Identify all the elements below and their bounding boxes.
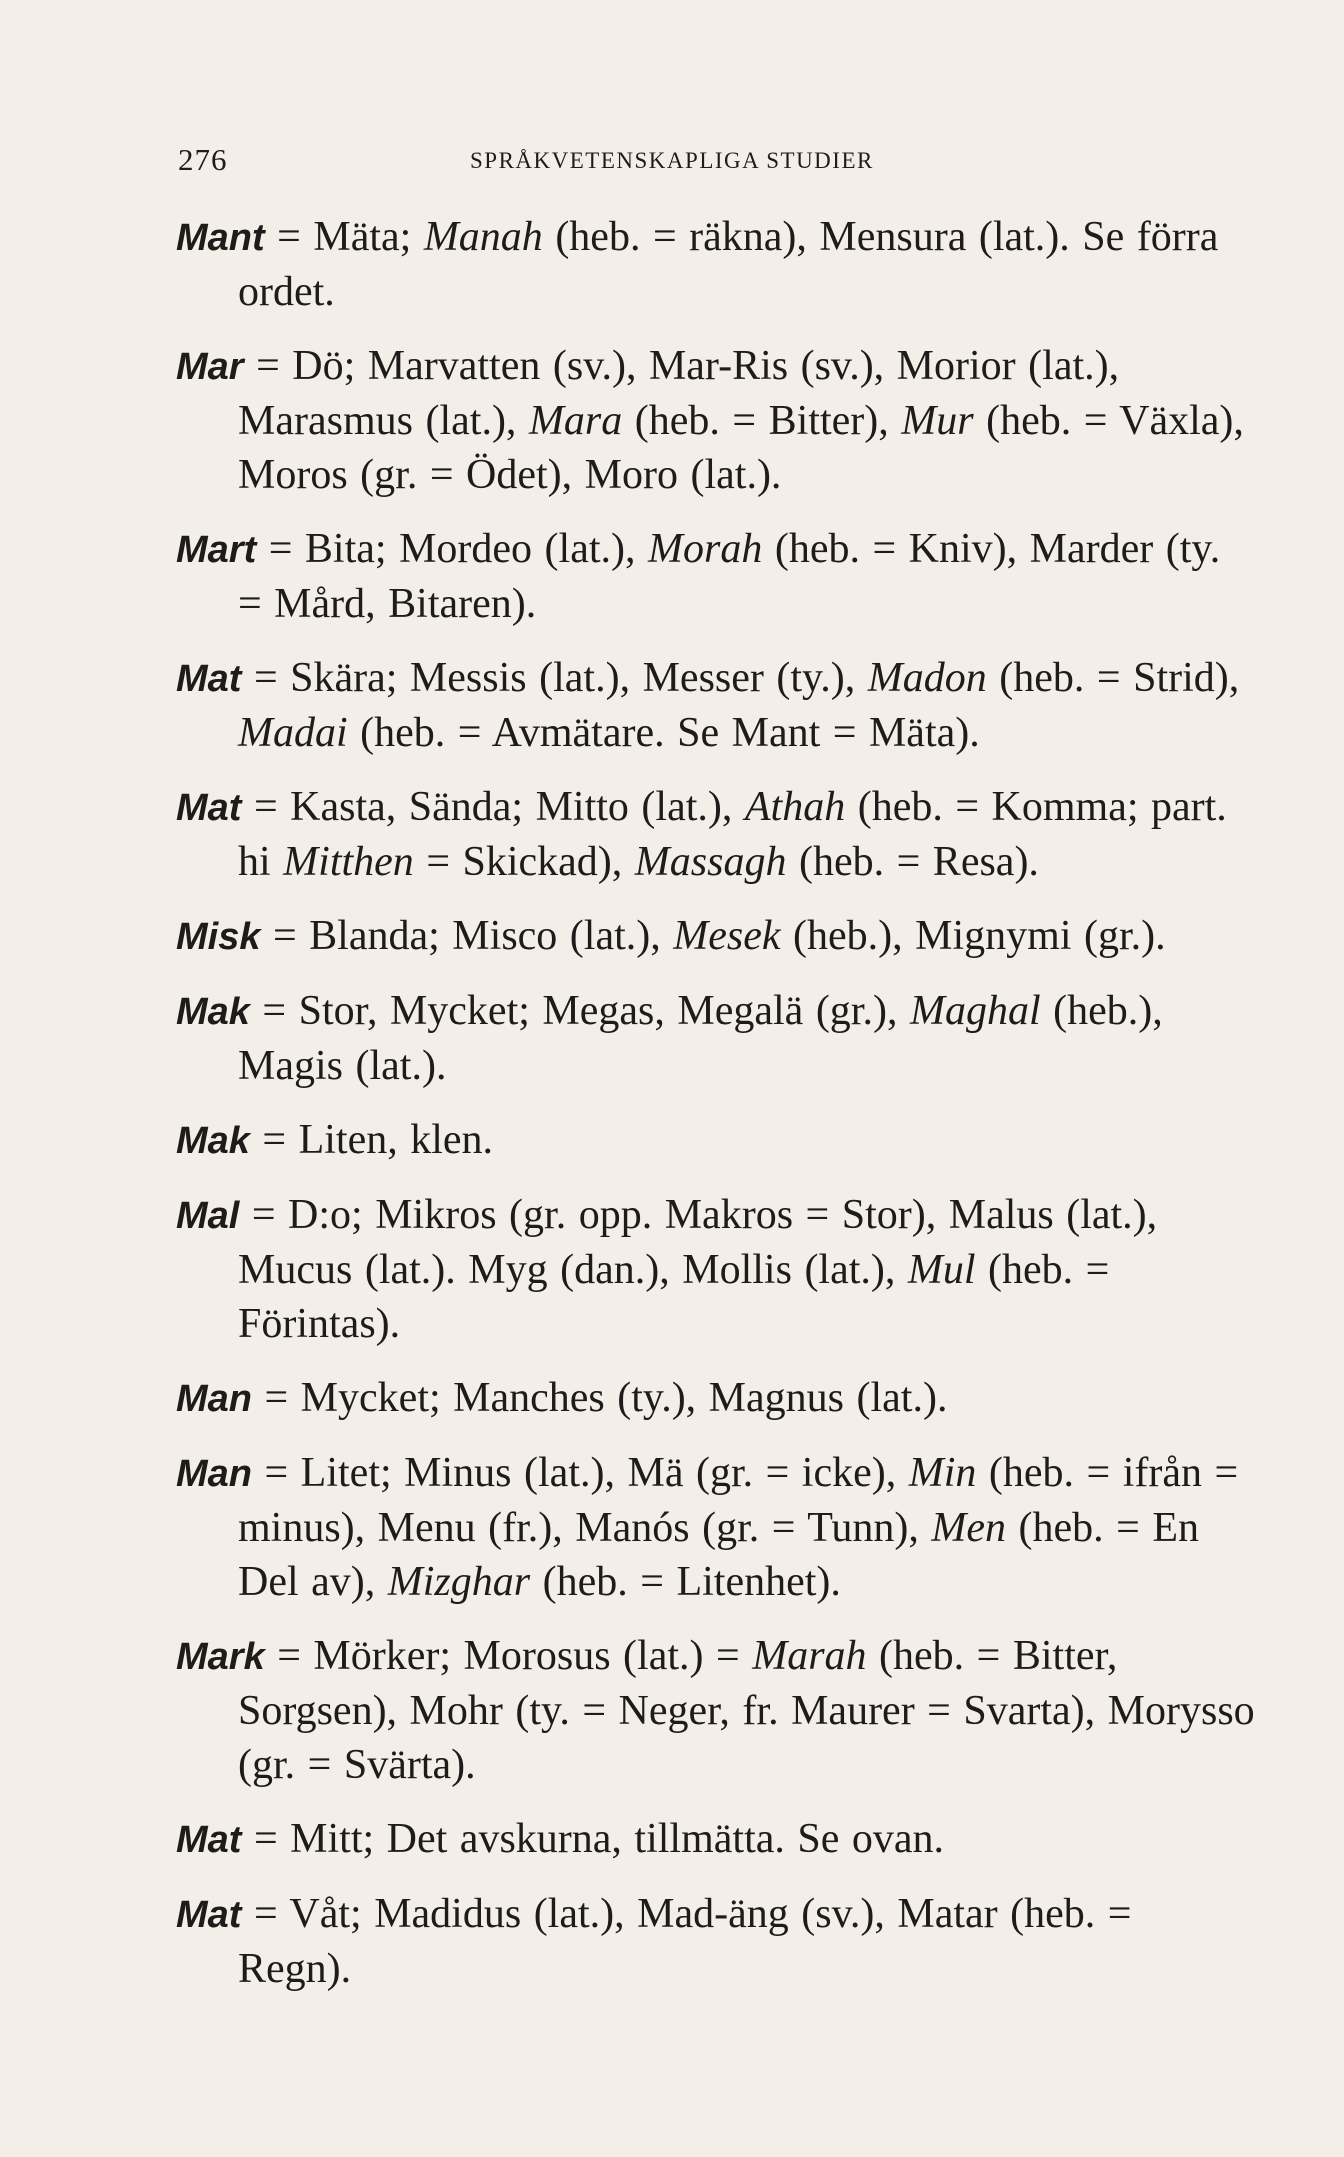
dictionary-entry xyxy=(176,1113,1256,1168)
entry-hebrew-term: Massagh xyxy=(634,839,787,885)
dictionary-entry xyxy=(176,210,1256,319)
entry-hebrew-term: Mizghar xyxy=(387,1559,531,1605)
entry-text: (heb. = Litenhet). xyxy=(530,1559,841,1605)
entry-text: (heb. = Förintas). xyxy=(238,1247,1110,1347)
running-title: SPRÅKVETENSKAPLIGA STUDIER xyxy=(470,148,874,173)
entry-headword: Mat xyxy=(176,1819,242,1861)
entry-hebrew-term: Madai xyxy=(238,710,348,756)
entry-text: = Skära; Messis (lat.), Messer (ty.), xyxy=(241,655,868,701)
entry-text: (heb. = Växla), Moros (gr. = Ödet), Moro (lat.). xyxy=(238,398,1244,498)
dictionary-entry xyxy=(176,1446,1256,1609)
entry-text: (heb. = Strid), xyxy=(986,655,1240,701)
entry-text: = Bita; Mordeo (lat.), xyxy=(256,526,649,572)
page-number: 276 xyxy=(178,142,228,177)
entry-headword: Mak xyxy=(176,1120,250,1162)
entry-hebrew-term: Morah xyxy=(648,526,763,572)
entry-hebrew-term: Mara xyxy=(528,398,623,444)
dictionary-entry xyxy=(176,1371,1256,1426)
entry-text: = Mycket; Manches (ty.), Magnus (lat.). xyxy=(252,1375,948,1421)
entry-text: (heb. = Resa). xyxy=(786,839,1039,885)
entry-headword: Mat xyxy=(176,1894,242,1936)
entry-hebrew-term: Madon xyxy=(867,655,987,701)
entry-text: (heb.), Magis (lat.). xyxy=(238,988,1163,1089)
entry-text: (heb. = En Del av), xyxy=(238,1505,1199,1605)
dictionary-entry xyxy=(176,651,1256,760)
entry-headword: Mat xyxy=(176,787,242,829)
page-header xyxy=(0,142,1344,182)
entry-text: (heb. = Kniv), Marder (ty. = Mård, Bitaren). xyxy=(238,526,1221,627)
entry-text: = D:o; Mikros (gr. opp. Makros = Stor), Malus (lat.), Mucus (lat.). Myg (dan.), Mollis (lat.), xyxy=(238,1192,1158,1293)
entry-headword: Mal xyxy=(176,1195,240,1237)
dictionary-entry xyxy=(176,780,1256,889)
entry-headword: Mark xyxy=(176,1636,265,1678)
entry-text: = Våt; Madidus (lat.), Mad-äng (sv.), Matar (heb. = Regn). xyxy=(238,1891,1132,1992)
dictionary-entry xyxy=(176,909,1256,964)
entry-hebrew-term: Athah xyxy=(744,784,846,830)
entry-hebrew-term: Min xyxy=(908,1450,977,1496)
dictionary-entry xyxy=(176,339,1256,502)
entry-text: = Kasta, Sända; Mitto (lat.), xyxy=(241,784,745,830)
dictionary-entry xyxy=(176,1188,1256,1351)
entry-text: = Mörker; Morosus (lat.) = xyxy=(264,1633,753,1679)
entry-hebrew-term: Mur xyxy=(901,398,974,444)
entry-headword: Mart xyxy=(176,529,257,571)
dictionary-entry xyxy=(176,1812,1256,1867)
entry-headword: Mar xyxy=(176,346,244,388)
entry-text: = Dö; Marvatten (sv.), Mar-Ris (sv.), Morior (lat.), Marasmus (lat.), xyxy=(238,343,1120,444)
entry-text: = Skickad), xyxy=(413,839,635,885)
entry-headword: Man xyxy=(176,1453,252,1495)
entry-text: = Stor, Mycket; Megas, Megalä (gr.), xyxy=(249,988,910,1034)
entry-text: (heb. = Bitter, Sorgsen), Mohr (ty. = Neger, fr. Maurer = Svarta), Morysso (gr. = Svärta). xyxy=(238,1633,1255,1788)
dictionary-entry xyxy=(176,984,1256,1093)
entry-text: = Mitt; Det avskurna, tillmätta. Se ovan. xyxy=(241,1816,945,1862)
entry-hebrew-term: Mesek xyxy=(673,913,781,959)
entry-headword: Misk xyxy=(176,916,261,958)
entry-text: (heb. = räkna), Mensura (lat.). Se förra ordet. xyxy=(238,214,1219,315)
entry-text: (heb.), Mignymi (gr.). xyxy=(780,913,1166,959)
entry-hebrew-term: Marah xyxy=(752,1633,867,1679)
entry-text: = Blanda; Misco (lat.), xyxy=(260,913,674,959)
entry-headword: Mak xyxy=(176,991,250,1033)
entry-text: = Litet; Minus (lat.), Mä (gr. = icke), xyxy=(252,1450,909,1496)
dictionary-entry xyxy=(176,1629,1256,1792)
dictionary-entry xyxy=(176,1887,1256,1996)
entry-hebrew-term: Manah xyxy=(423,214,543,260)
entry-hebrew-term: Men xyxy=(931,1505,1007,1551)
entry-text: (heb. = Bitter), xyxy=(622,398,902,444)
entry-text: (heb. = Avmätare. Se Mant = Mäta). xyxy=(347,710,980,756)
dictionary-entries xyxy=(176,210,1256,2016)
entry-text: = Mäta; xyxy=(264,214,424,260)
entry-headword: Mant xyxy=(176,217,265,259)
dictionary-entry xyxy=(176,522,1256,631)
entry-text: = Liten, klen. xyxy=(249,1117,494,1163)
entry-headword: Mat xyxy=(176,658,242,700)
entry-hebrew-term: Mitthen xyxy=(283,839,414,885)
entry-text: (heb. = ifrån = minus), Menu (fr.), Manós (gr. = Tunn), xyxy=(238,1450,1239,1551)
entry-hebrew-term: Mul xyxy=(907,1247,976,1293)
entry-text: (heb. = Komma; part. hi xyxy=(238,784,1227,885)
entry-hebrew-term: Maghal xyxy=(909,988,1041,1034)
entry-headword: Man xyxy=(176,1378,252,1420)
